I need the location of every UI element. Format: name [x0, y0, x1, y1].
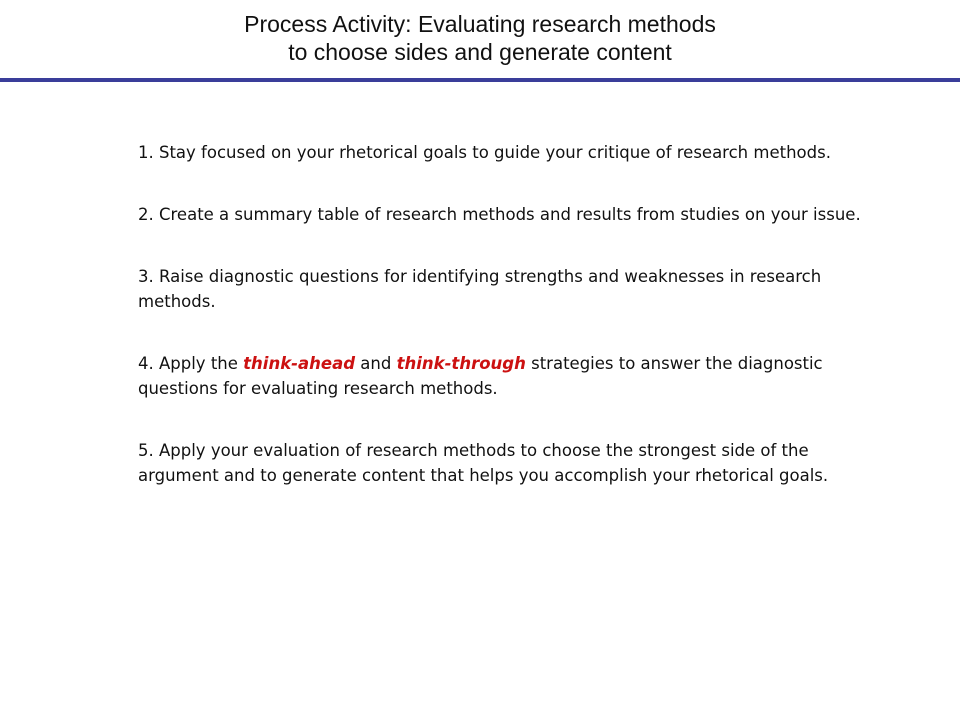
think-ahead-highlight: think-ahead [243, 354, 356, 373]
step-4 [138, 351, 868, 401]
slide-title [0, 10, 960, 66]
title-line-2: to choose sides and generate content [288, 39, 672, 65]
step-5: 5. Apply your evaluation of research methods to choose the strongest side of the argument and to generate content that helps you accomplish your rhetorical goals. [138, 441, 829, 485]
step-3: 3. Raise diagnostic questions for identifying strengths and weaknesses in research methods. [138, 267, 822, 311]
step-1: 1. Stay focused on your rhetorical goals to guide your critique of research methods. [138, 143, 831, 162]
process-steps-list [138, 140, 868, 525]
step-4-suffix: strategies to answer the diagnostic questions for evaluating research methods. [138, 354, 823, 398]
step-2: 2. Create a summary table of research methods and results from studies on your issue. [138, 205, 861, 224]
title-divider [0, 78, 960, 82]
step-4-middle: and [360, 354, 392, 373]
think-through-highlight: think-through [396, 354, 526, 373]
title-line-1: Process Activity: Evaluating research methods [244, 11, 716, 37]
step-4-prefix: 4. Apply the [138, 354, 238, 373]
